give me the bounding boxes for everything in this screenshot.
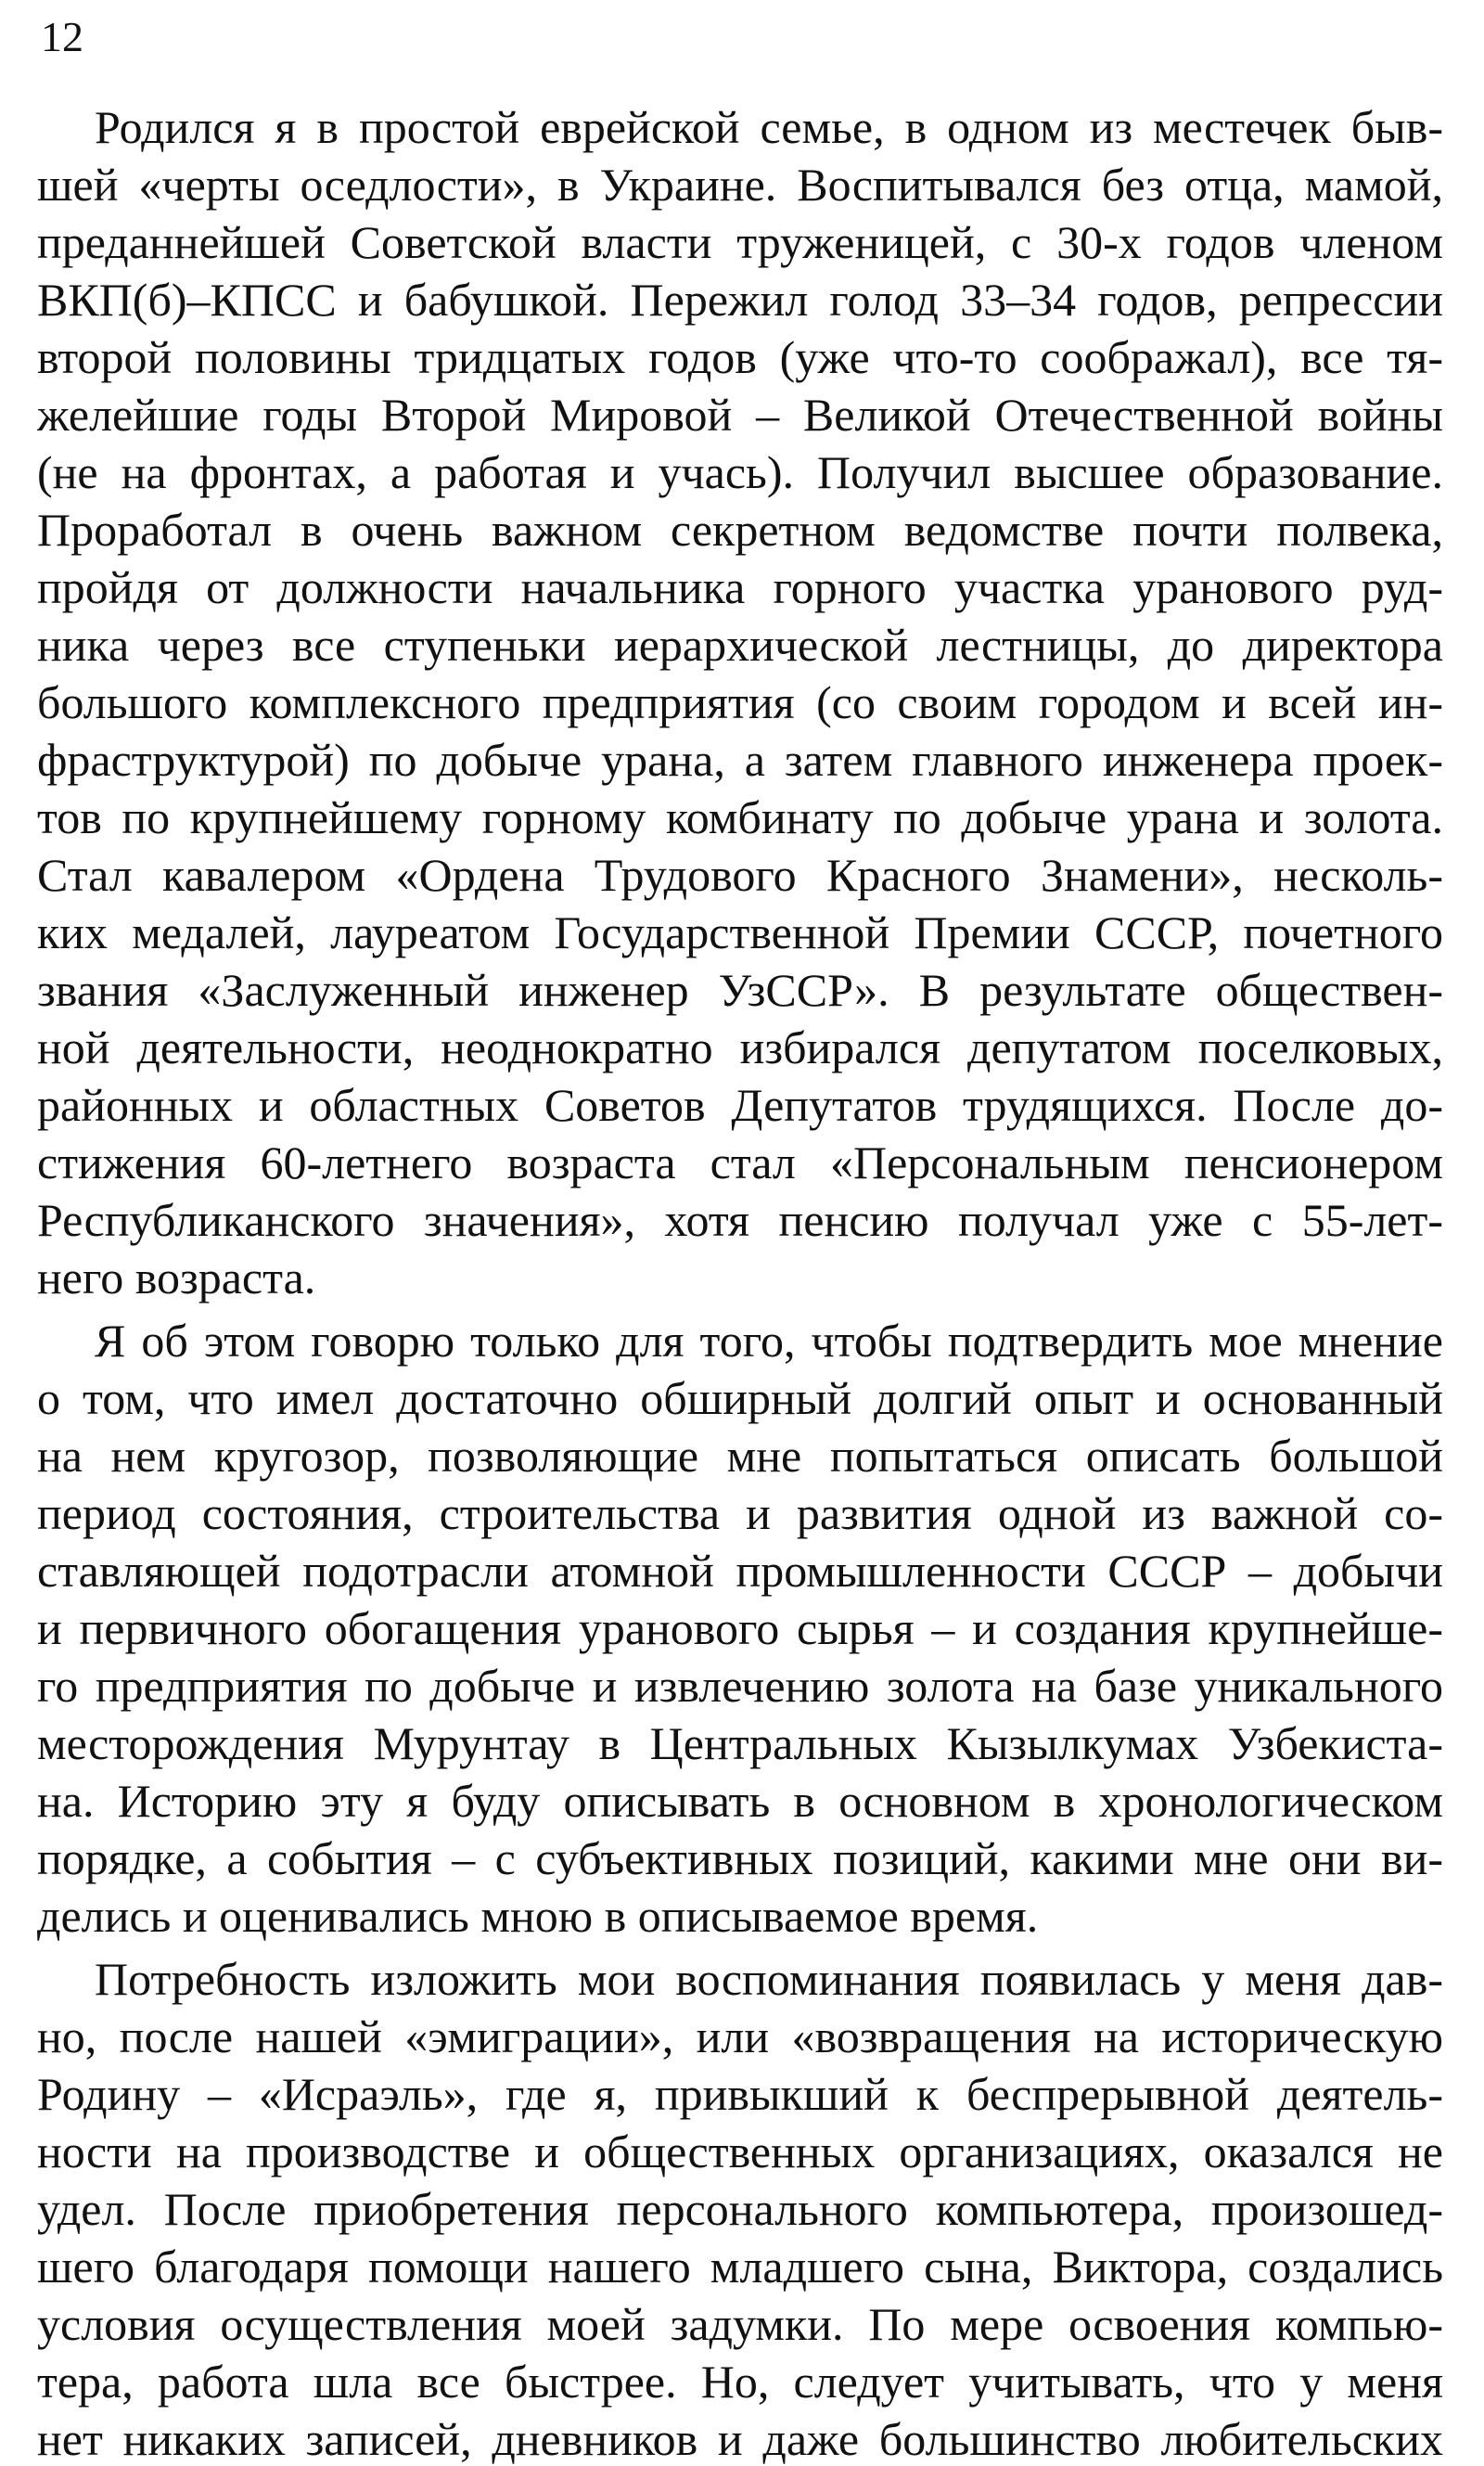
text-line: Родину – «Исраэль», где я, привыкший к беспрерывной деятель- xyxy=(37,2068,1443,2120)
text-line: порядке, а события – с субъективных позиций, какими мне они ви- xyxy=(37,1832,1443,1884)
text-line: ника через все ступеньки иерархической лестницы, до директора xyxy=(37,619,1443,671)
text-line: Проработал в очень важном секретном ведомстве почти полвека, xyxy=(37,504,1443,556)
body-text xyxy=(37,98,1443,2466)
text-line: ВКП(б)–КПСС и бабушкой. Пережил голод 33–34 годов, репрессии xyxy=(37,274,1443,326)
text-line: на. Историю эту я буду описывать в основном в хронологическом xyxy=(37,1775,1443,1827)
text-line: желейшие годы Второй Мировой – Великой Отечественной войны xyxy=(37,389,1443,441)
text-line: районных и областных Советов Депутатов трудящихся. После до- xyxy=(37,1079,1443,1131)
text-line: условия осуществления моей задумки. По мере освоения компью- xyxy=(37,2298,1443,2350)
text-line: удел. После приобретения персонального компьютера, произошед- xyxy=(37,2183,1443,2235)
text-line: ности на производстве и общественных организациях, оказался не xyxy=(37,2126,1443,2177)
text-line: него возраста. xyxy=(37,1252,316,1304)
text-line: ставляющей подотрасли атомной промышленности СССР – добычи xyxy=(37,1545,1443,1597)
text-line: тера, работа шла все быстрее. Но, следует учитывать, что у меня xyxy=(37,2356,1443,2408)
text-line: преданнейшей Советской власти труженицей, с 30-х годов членом xyxy=(37,216,1443,268)
text-line: на нем кругозор, позволяющие мне попытаться описать большой xyxy=(37,1430,1443,1482)
text-line: шего благодаря помощи нашего младшего сына, Виктора, создались xyxy=(37,2241,1443,2293)
text-line: Стал кавалером «Ордена Трудового Красного Знамени», несколь- xyxy=(37,849,1443,901)
text-line: о том, что имел достаточно обширный долгий опыт и основанный xyxy=(37,1372,1443,1424)
paragraph-3 xyxy=(37,1950,1443,2466)
text-line: пройдя от должности начальника горного участка уранового руд- xyxy=(37,561,1443,613)
text-line: делись и оценивались мною в описываемое время. xyxy=(37,1890,1039,1942)
text-line: Родился я в простой еврейской семье, в одном из местечек быв- xyxy=(95,101,1443,153)
text-line: звания «Заслуженный инженер УзССР». В результате обществен- xyxy=(37,964,1443,1016)
text-line: нет никаких записей, дневников и даже большинство любительских xyxy=(37,2413,1443,2465)
text-line: второй половины тридцатых годов (уже что-то соображал), все тя- xyxy=(37,331,1443,383)
page-number: 12 xyxy=(41,13,83,60)
text-line: стижения 60-летнего возраста стал «Персональным пенсионером xyxy=(37,1137,1443,1188)
text-line: и первичного обогащения уранового сырья – и создания крупнейше- xyxy=(37,1602,1443,1654)
text-line: но, после нашей «эмиграции», или «возвращения на историческую xyxy=(37,2010,1443,2062)
text-line: месторождения Мурунтау в Центральных Кызылкумах Узбекиста- xyxy=(37,1717,1443,1769)
text-line: Я об этом говорю только для того, чтобы подтвердить мое мнение xyxy=(95,1315,1443,1367)
text-line: тов по крупнейшему горному комбинату по добыче урана и золота. xyxy=(37,791,1443,843)
text-line: Потребность изложить мои воспоминания появилась у меня дав- xyxy=(95,1953,1443,2005)
text-line: период состояния, строительства и развития одной из важной со- xyxy=(37,1487,1443,1539)
text-line: большого комплексного предприятия (со своим городом и всей ин- xyxy=(37,676,1443,728)
text-line: ной деятельности, неоднократно избирался депутатом поселковых, xyxy=(37,1021,1443,1073)
text-line: го предприятия по добыче и извлечению золота на базе уникального xyxy=(37,1660,1443,1712)
paragraph-2 xyxy=(37,1312,1443,1945)
text-line: Республиканского значения», хотя пенсию получал уже с 55-лет- xyxy=(37,1194,1443,1246)
text-line: шей «черты оседлости», в Украине. Воспитывался без отца, мамой, xyxy=(37,159,1443,211)
paragraph-1 xyxy=(37,98,1443,1306)
text-line: фраструктурой) по добыче урана, а затем главного инженера проек- xyxy=(37,734,1443,786)
text-line: (не на фронтах, а работая и учась). Получил высшее образование. xyxy=(37,446,1443,498)
text-line: ких медалей, лауреатом Государственной Премии СССР, почетного xyxy=(37,906,1443,958)
